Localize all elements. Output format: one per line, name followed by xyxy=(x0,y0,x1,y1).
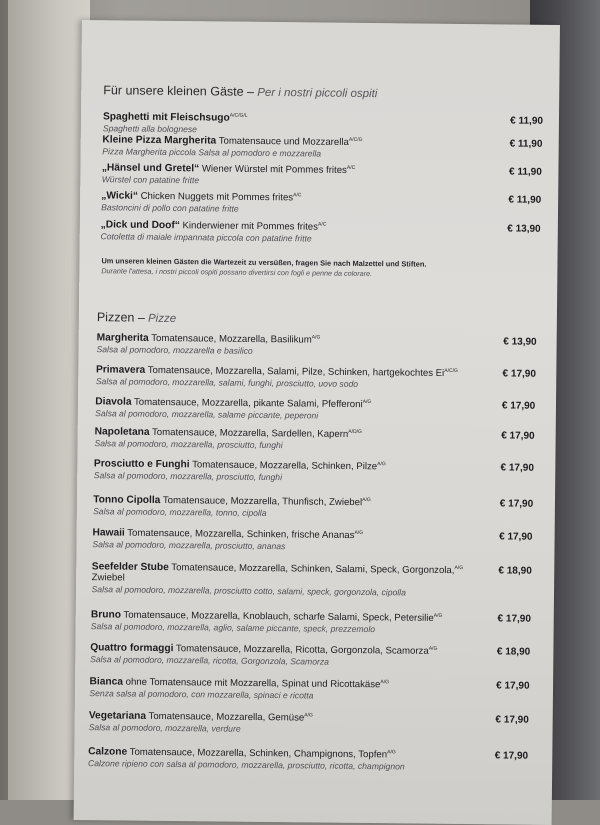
item-description-de: Tomatensauce, Mozzarella, Ricotta, Gorgonzola, Scamorza xyxy=(173,643,428,657)
pizza-menu-item xyxy=(88,746,528,773)
item-name: Vegetariana xyxy=(89,710,146,722)
item-description-it: Würstel con patatine fritte xyxy=(102,174,542,189)
item-description-de: Tomatensauce, Mozzarella, Basilikum xyxy=(149,333,312,346)
item-description-de-cont: Zwiebel xyxy=(92,572,532,588)
allergen-codes: A/C/G xyxy=(349,137,363,143)
item-price: € 17,90 xyxy=(495,750,528,761)
allergen-codes: A/G xyxy=(429,646,438,652)
item-description-it: Salsa al pomodoro, mozzarella, salami, funghi, prosciutto, uovo sodo xyxy=(96,376,536,391)
item-price: € 18,90 xyxy=(497,646,530,657)
item-description-de: Tomatensauce und Mozzarella xyxy=(216,136,349,148)
item-name: „Wicki“ xyxy=(101,190,138,201)
pizza-menu-item xyxy=(89,676,529,703)
item-name: Margherita xyxy=(97,332,149,344)
item-description-it: Salsa al pomodoro, mozzarella, prosciutto, ananas xyxy=(92,539,532,554)
kids-heading-it: Per i nostri piccoli ospiti xyxy=(254,87,377,100)
kids-section-heading xyxy=(103,83,377,100)
allergen-codes: A/G xyxy=(354,530,363,536)
item-description-de: Tomatensauce, Mozzarella, Schinken, Pilze xyxy=(190,459,378,472)
pizza-section-heading xyxy=(97,310,176,325)
item-name: Hawaii xyxy=(92,527,124,538)
pizza-heading-it: Pizze xyxy=(145,313,176,325)
item-description-it: Spaghetti alla bolognese xyxy=(103,123,543,138)
allergen-codes: A/G xyxy=(312,334,321,340)
item-description-it: Salsa al pomodoro, mozzarella, tonno, cipolla xyxy=(93,506,533,521)
item-description-de: Tomatensauce, Mozzarella, pikante Salami, Pfefferoni xyxy=(131,397,362,410)
kids-menu-item xyxy=(102,162,542,189)
pizza-heading-de: Pizzen – xyxy=(97,310,145,325)
allergen-codes: A/G xyxy=(434,613,443,619)
item-description-de: Tomatensauce, Mozzarella, Schinken, Salami, Speck, Gorgonzola, xyxy=(169,562,455,576)
allergen-codes: A/G xyxy=(377,461,386,467)
pizza-menu-item xyxy=(96,364,536,391)
item-description-it: Salsa al pomodoro, mozzarella, prosciutto, funghi xyxy=(94,438,534,453)
item-description-it: Senza salsa al pomodoro, con mozzarella, spinaci e ricotta xyxy=(89,688,529,703)
item-name: Seefelder Stube xyxy=(92,561,169,573)
item-price: € 17,90 xyxy=(501,430,534,441)
item-price: € 11,90 xyxy=(508,194,541,205)
item-description-it: Salsa al pomodoro, mozzarella, verdure xyxy=(89,722,529,737)
item-name: Bianca xyxy=(90,676,124,687)
kids-menu-item xyxy=(102,134,542,161)
pizza-menu-item xyxy=(94,458,534,485)
allergen-codes: A/G xyxy=(362,497,371,503)
kids-menu-item xyxy=(100,219,540,246)
allergen-codes: A/G xyxy=(304,712,313,718)
item-description-de: Chicken Nuggets mit Pommes frites xyxy=(138,191,293,204)
item-name: Quattro formaggi xyxy=(90,642,173,654)
item-price: € 11,90 xyxy=(510,138,543,149)
item-price: € 18,90 xyxy=(498,565,531,576)
item-description-it: Salsa al pomodoro, mozzarella e basilico xyxy=(96,344,536,359)
allergen-codes: A/C xyxy=(318,221,326,227)
item-price: € 17,90 xyxy=(500,462,533,473)
item-name: Diavola xyxy=(95,396,131,407)
item-price: € 11,90 xyxy=(510,115,543,126)
allergen-codes: A/G xyxy=(454,565,463,571)
item-description-de: Kinderwiener mit Pommes frites xyxy=(180,220,318,232)
pizza-menu-item xyxy=(95,396,535,423)
item-name: Bruno xyxy=(91,609,121,620)
item-price: € 17,90 xyxy=(502,400,535,411)
item-price: € 17,90 xyxy=(496,680,529,691)
item-description-de: Tomatensauce, Mozzarella, Sardellen, Kapern xyxy=(149,427,348,440)
item-description-it: Salsa al pomodoro, mozzarella, prosciutto cotto, salami, speck, gorgonzola, cipolla xyxy=(92,584,532,599)
menu-page xyxy=(74,20,560,825)
item-name: „Hänsel und Gretel“ xyxy=(102,162,199,174)
item-description-it: Salsa al pomodoro, mozzarella, aglio, salame piccante, speck, prezzemolo xyxy=(91,621,531,636)
item-description-de: Tomatensauce, Mozzarella, Salami, Pilze, Schinken, hartgekochtes Ei xyxy=(145,365,444,379)
allergen-codes: A/G xyxy=(387,749,396,755)
item-description-de: Wiener Würstel mit Pommes frites xyxy=(199,163,347,176)
item-name: Calzone xyxy=(88,746,127,757)
item-description-it: Salsa al pomodoro, mozzarella, ricotta, Gorgonzola, Scamorza xyxy=(90,654,530,669)
item-description-it: Salsa al pomodoro, mozzarella, prosciutto, funghi xyxy=(94,470,534,485)
kids-note-it: Durante l'attesa, i nostri piccoli ospiti possano divertirsi con fogli e penne da colorare. xyxy=(101,266,372,278)
item-name: Kleine Pizza Margherita xyxy=(102,134,216,146)
item-name: Prosciutto e Funghi xyxy=(94,458,190,470)
kids-heading-de: Für unsere kleinen Gäste – xyxy=(103,83,254,99)
item-description-it: Calzone ripieno con salsa al pomodoro, mozzarella, prosciutto, ricotta, champignon xyxy=(88,758,528,773)
item-description-de: ohne Tomatensauce mit Mozzarella, Spinat und Ricottakäse xyxy=(123,677,381,691)
pizza-menu-item xyxy=(92,561,532,599)
item-price: € 17,90 xyxy=(499,531,532,542)
item-description-it: Salsa al pomodoro, mozzarella, salame piccante, peperoni xyxy=(95,408,535,423)
item-price: € 13,90 xyxy=(507,223,540,234)
item-name: Napoletana xyxy=(95,426,150,438)
allergen-codes: A/C/G/L xyxy=(230,113,248,119)
item-price: € 17,90 xyxy=(498,613,531,624)
item-name: „Dick und Doof“ xyxy=(101,219,180,231)
item-description-it: Pizza Margherita piccola Salsa al pomodoro e mozzarella xyxy=(102,146,542,161)
item-name: Tonno Cipolla xyxy=(93,494,160,506)
kids-menu-item xyxy=(101,190,541,217)
item-name: Primavera xyxy=(96,364,145,376)
item-description-it: Bastoncini di pollo con patatine fritte xyxy=(101,202,541,217)
item-name: Spaghetti mit Fleischsugo xyxy=(103,111,230,123)
kids-note-de: Um unseren kleinen Gästen die Wartezeit zu versüßen, fragen Sie nach Malzettel und Stiften. xyxy=(101,256,426,268)
allergen-codes: A/D/G xyxy=(348,429,362,435)
item-price: € 13,90 xyxy=(503,336,536,347)
item-description-de: Tomatensauce, Mozzarella, Schinken, Champignons, Topfen xyxy=(127,747,387,761)
pizza-menu-item xyxy=(91,609,531,636)
pizza-menu-item xyxy=(90,642,530,669)
pizza-menu-item xyxy=(89,710,529,737)
allergen-codes: A/C/G xyxy=(444,368,458,374)
pizza-menu-item xyxy=(92,527,532,554)
item-description-it: Cotoletta di maiale impannata piccola con patatine fritte xyxy=(100,231,540,246)
allergen-codes: A/G xyxy=(363,399,372,405)
item-price: € 17,90 xyxy=(503,368,536,379)
allergen-codes: A/G xyxy=(380,679,389,685)
pizza-menu-item xyxy=(96,332,536,359)
item-description-de: Tomatensauce, Mozzarella, Schinken, frische Ananas xyxy=(125,528,355,541)
item-price: € 11,90 xyxy=(509,166,542,177)
item-description-de: Tomatensauce, Mozzarella, Gemüse xyxy=(146,711,304,724)
item-price: € 17,90 xyxy=(500,498,533,509)
pizza-menu-item xyxy=(93,494,533,521)
pizza-menu-item xyxy=(94,426,534,453)
item-description-de: Tomatensauce, Mozzarella, Thunfisch, Zwiebel xyxy=(160,495,362,508)
item-price: € 17,90 xyxy=(495,714,528,725)
allergen-codes: A/C xyxy=(293,192,301,198)
allergen-codes: A/C xyxy=(347,165,355,171)
item-description-de: Tomatensauce, Mozzarella, Knoblauch, scharfe Salami, Speck, Petersilie xyxy=(121,610,434,624)
